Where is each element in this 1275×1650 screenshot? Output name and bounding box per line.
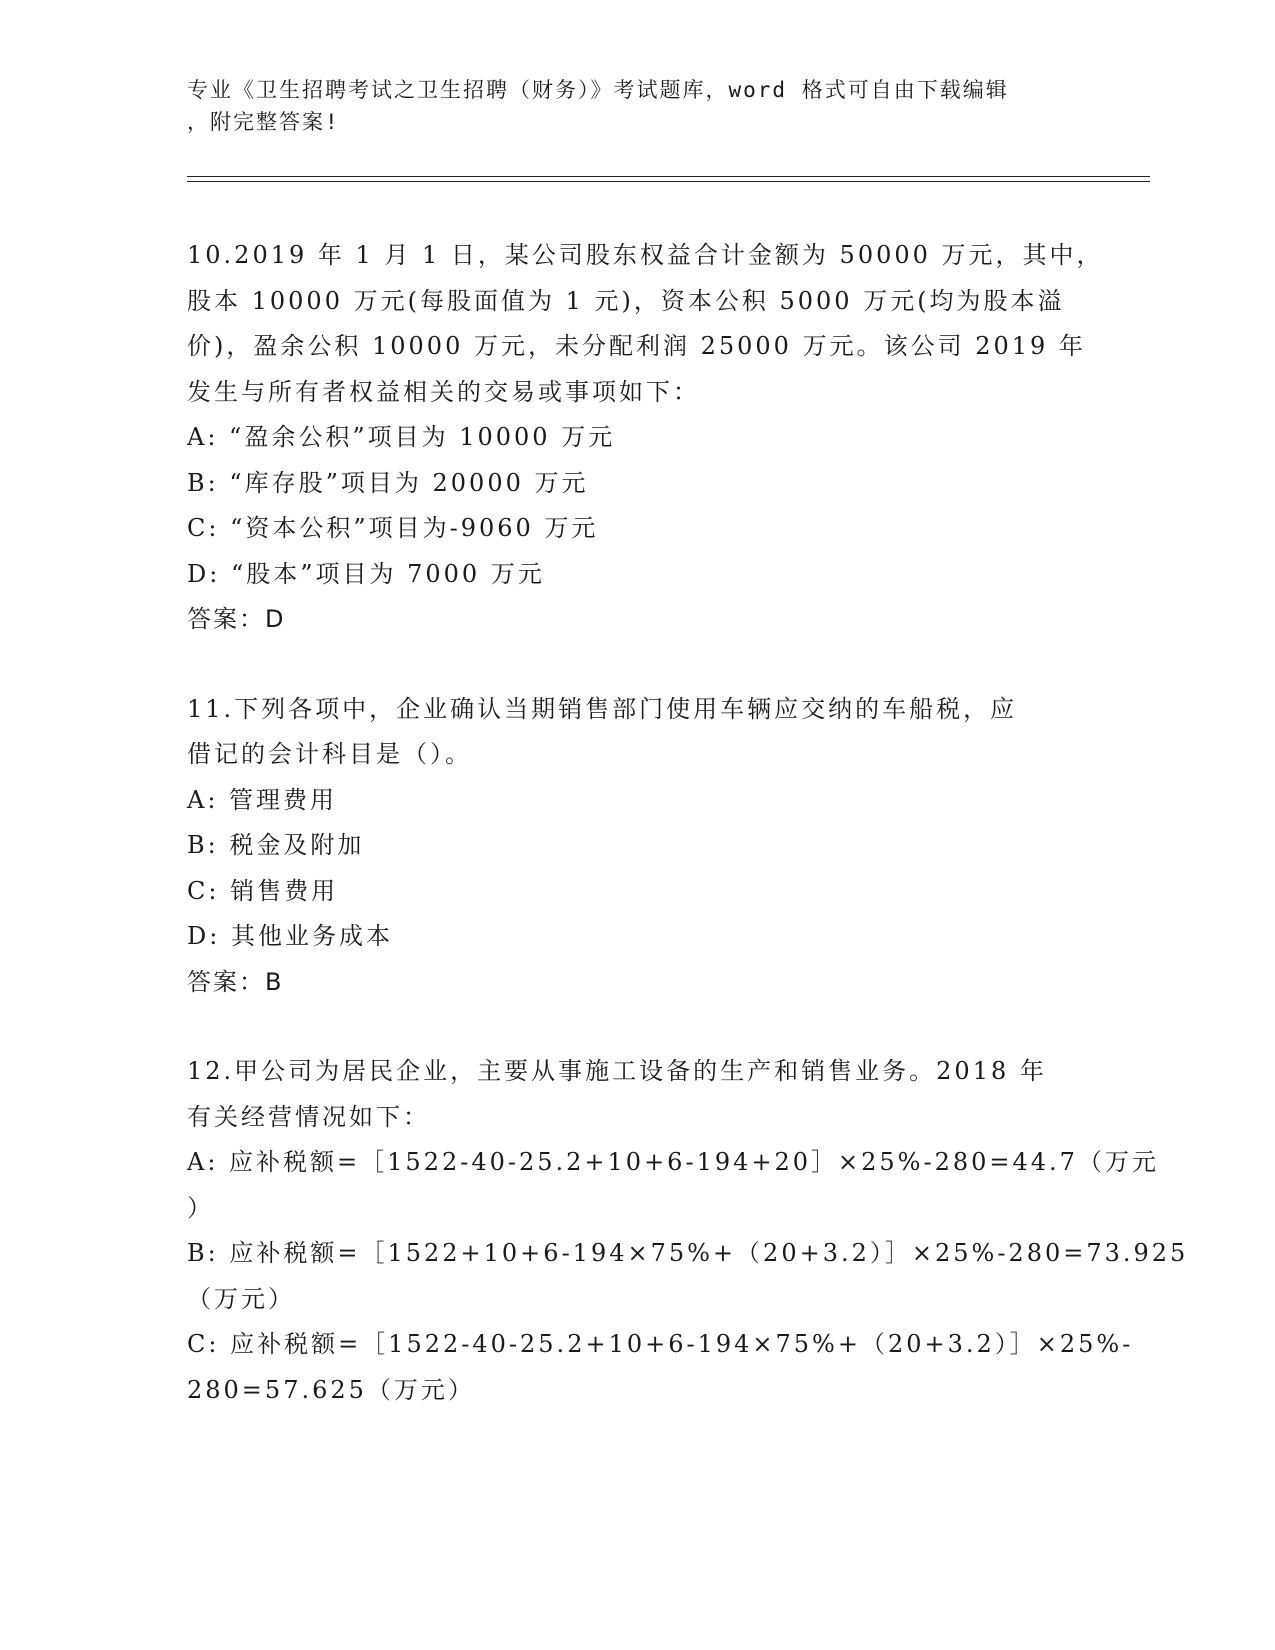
option-line: D: “股本”项目为 7000 万元 bbox=[187, 559, 545, 588]
question-stem-line: 12.甲公司为居民企业，主要从事施工设备的生产和销售业务。2018 年 bbox=[187, 1057, 1047, 1085]
header-line-1: 专业《卫生招聘考试之卫生招聘（财务）》考试题库，word 格式可自由下载编辑 bbox=[187, 78, 1009, 102]
answer-label: 答案：B bbox=[187, 967, 284, 996]
question-stem-line: 借记的会计科目是（）。 bbox=[187, 740, 472, 768]
question-stem-line: 10.2019 年 1 月 1 日，某公司股东权益合计金额为 50000 万元，其中， bbox=[187, 241, 1104, 269]
option-line: C: 应补税额=［1522-40-25.2+10+6-194×75%+（20+3.2）］×25%- bbox=[187, 1330, 1134, 1358]
answer-label: 答案：D bbox=[187, 605, 286, 633]
option-line: B: 税金及附加 bbox=[187, 831, 365, 859]
option-line: C: “资本公积”项目为-9060 万元 bbox=[187, 514, 599, 542]
question-3 bbox=[187, 1049, 1189, 1413]
question-2 bbox=[187, 687, 1087, 1006]
question-stem-line: 发生与所有者权益相关的交易或事项如下： bbox=[187, 377, 700, 406]
header-rule-top bbox=[187, 176, 1150, 177]
document-header bbox=[187, 74, 1087, 138]
header-line-2: ，附完整答案! bbox=[187, 110, 340, 134]
question-1 bbox=[187, 233, 1104, 643]
option-line: ） bbox=[187, 1193, 214, 1222]
option-line: 280=57.625（万元） bbox=[187, 1375, 475, 1404]
question-stem-line: 有关经营情况如下： bbox=[187, 1102, 430, 1131]
option-line: A: 管理费用 bbox=[187, 785, 338, 814]
option-line: C: 销售费用 bbox=[187, 876, 339, 905]
header-rule-bottom bbox=[187, 181, 1150, 182]
option-line: B: “库存股”项目为 20000 万元 bbox=[187, 468, 589, 497]
option-line: B: 应补税额=［1522+10+6-194×75%+（20+3.2）］×25%-280=73.925 bbox=[187, 1239, 1189, 1267]
option-line: （万元） bbox=[187, 1284, 295, 1313]
question-stem-line: 11.下列各项中，企业确认当期销售部门使用车辆应交纳的车船税，应 bbox=[187, 694, 1018, 723]
option-line: A: 应补税额=［1522-40-25.2+10+6-194+20］×25%-280=44.7（万元 bbox=[187, 1148, 1159, 1176]
option-line: A: “盈余公积”项目为 10000 万元 bbox=[187, 423, 616, 451]
question-stem-line: 股本 10000 万元(每股面值为 1 元)，资本公积 5000 万元(均为股本溢 bbox=[187, 286, 1065, 315]
option-line: D: 其他业务成本 bbox=[187, 922, 393, 950]
question-list bbox=[187, 233, 1189, 1457]
question-stem-line: 价)，盈余公积 10000 万元，未分配利润 25000 万元。该公司 2019 年 bbox=[187, 332, 1086, 360]
